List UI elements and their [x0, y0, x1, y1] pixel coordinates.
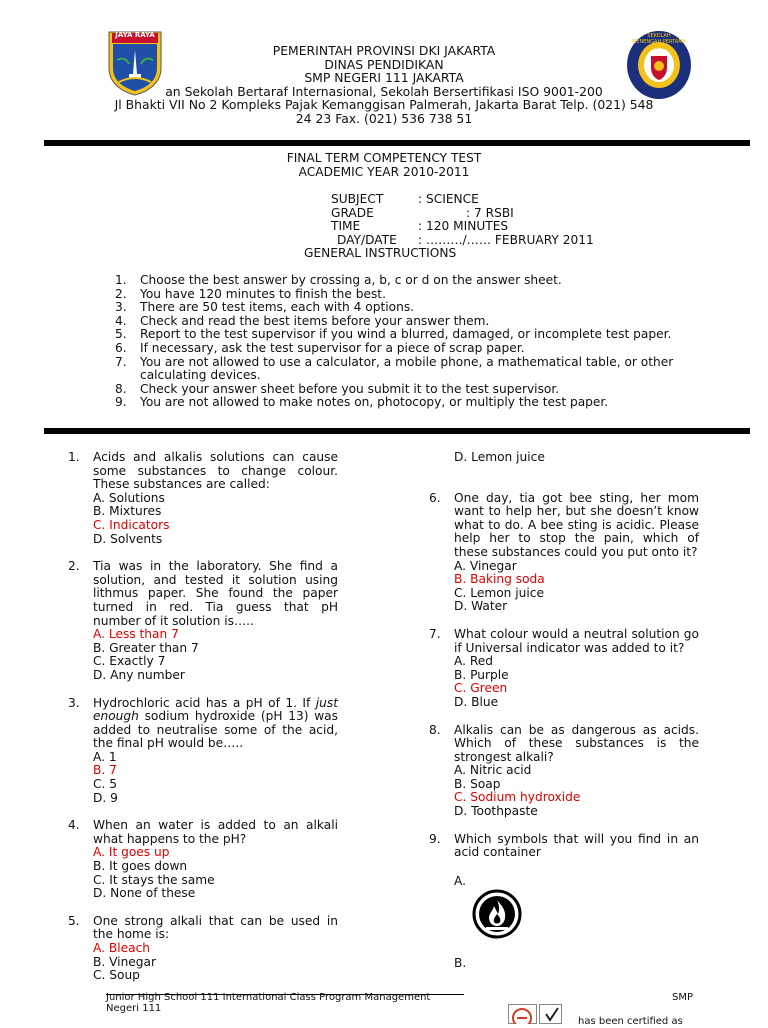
instruction-text: You are not allowed to use a calculator, a mobile phone, a mathematical table, or other calculating devices. — [140, 354, 674, 383]
answer-option: C. Soup — [93, 968, 140, 983]
footer-left-line-2: Negeri 111 — [106, 1003, 162, 1014]
answer-option-correct: C. Indicators — [93, 517, 170, 532]
school-header — [60, 44, 708, 126]
answer-option-correct: C. Sodium hydroxide — [454, 790, 581, 805]
date-value: : ………/…… FEBRUARY 2011 — [418, 232, 594, 247]
instruction-text: Report to the test supervisor if you wind a blurred, damaged, or incomplete test paper. — [140, 327, 672, 342]
test-title: FINAL TERM COMPETENCY TEST — [286, 151, 482, 165]
question-stem: When an water is added to an alkali what happens to the pH? — [93, 818, 338, 846]
question-number: 2. — [68, 559, 80, 574]
instruction-item — [115, 356, 690, 383]
instruction-number: 7. — [115, 354, 127, 369]
instruction-text: Check and read the best items before your answer them. — [140, 313, 490, 328]
question-stem: What colour would a neutral solution go if Universal indicator was added to it? — [454, 626, 699, 655]
answer-option: B. Vinegar — [93, 954, 157, 969]
instruction-item — [115, 288, 690, 302]
answer-option-correct: A. It goes up — [93, 845, 170, 860]
iso-cert-badge — [508, 1004, 568, 1024]
answer-option: B. It goes down — [93, 859, 188, 874]
question-9 — [429, 833, 699, 860]
subject-label: SUBJECT — [331, 192, 384, 206]
answer-option: D. 9 — [93, 790, 118, 805]
question-number: 4. — [68, 818, 80, 833]
question-stem: One day, tia got bee sting, her mom want to help her, but she doesn’t know what to do. A bee sting is acidic. Please help her to stop the pain, which of these substances could you put onto it? — [454, 490, 699, 559]
q9-choice-a: A. — [454, 874, 466, 888]
logo-right-text: SEKOLAH MENENGAH PERTAMA JAKARTA — [632, 33, 686, 51]
question-number: 7. — [429, 626, 441, 641]
instruction-number: 3. — [115, 300, 127, 315]
question-1 — [68, 451, 338, 546]
instruction-text: Check your answer sheet before you submit it to the test supervisor. — [140, 381, 560, 396]
instruction-item — [115, 342, 690, 356]
questions-right-column — [429, 451, 699, 860]
instruction-number: 1. — [115, 273, 127, 287]
question-number: 8. — [429, 722, 441, 737]
answer-option: C. Lemon juice — [454, 585, 544, 600]
instruction-number: 4. — [115, 313, 127, 328]
answer-option: B. Soap — [454, 776, 501, 791]
subject-value: : SCIENCE — [418, 192, 479, 206]
question-stem: Which symbols that will you find in an acid container — [454, 831, 699, 860]
time-value: : 120 MINUTES — [418, 219, 509, 234]
footer-right: SMP — [672, 992, 694, 1003]
answer-option: D. None of these — [93, 886, 196, 901]
question-stem: Acids and alkalis solutions can cause some substances to change colour. These substances are called: — [93, 450, 338, 492]
question-2 — [68, 560, 338, 682]
instruction-text: If necessary, ask the test supervisor for a piece of scrap paper. — [140, 340, 525, 355]
question-stem: Hydrochloric acid has a pH of 1. If just enough sodium hydroxide (pH 13) was added to neutralise some of the acid, the final pH would be….. — [93, 695, 338, 751]
answer-option: A. Vinegar — [454, 558, 517, 573]
question-number: 1. — [68, 450, 80, 464]
question-4 — [68, 819, 338, 901]
question-stem: One strong alkali that can be used in the home is: — [93, 913, 338, 942]
instruction-number: 9. — [115, 395, 127, 410]
instruction-item — [115, 328, 690, 342]
answer-option-correct: B. 7 — [93, 763, 117, 778]
instruction-number: 5. — [115, 327, 127, 342]
answer-option: A. 1 — [93, 749, 117, 764]
instruction-number: 2. — [115, 286, 127, 301]
header-line-4: an Sekolah Bertaraf Internasional, Sekolah Bersertifikasi ISO 9001-200 — [165, 83, 603, 99]
header-line-5: Jl Bhakti VII No 2 Kompleks Pajak Kemanggisan Palmerah, Jakarta Barat Telp. (021) 548 — [114, 97, 654, 113]
question-stem: Tia was in the laboratory. She find a solution, and tested it solution using lithmus paper. She found the paper turned in red. Tia guess that pH number of it solution is….. — [93, 559, 338, 628]
q9-choice-b: B. — [454, 956, 467, 970]
instructions-divider — [44, 428, 750, 434]
time-label: TIME — [331, 219, 361, 234]
answer-option: D. Solvents — [93, 531, 163, 546]
footer-cert-text: has been certified as — [578, 1016, 683, 1027]
question-number: 9. — [429, 831, 441, 846]
answer-option-correct: A. Bleach — [93, 941, 151, 955]
instruction-item — [115, 315, 690, 329]
date-label: DAY/DATE — [337, 232, 397, 247]
footer-left — [106, 992, 430, 1014]
header-divider — [44, 140, 750, 146]
answer-option: A. Solutions — [93, 490, 165, 505]
answer-option: D. Lemon juice — [454, 450, 545, 464]
instruction-item — [115, 383, 690, 397]
question-8 — [429, 724, 699, 819]
header-line-2: DINAS PENDIDIKAN — [324, 56, 444, 72]
logo-left-text: JAYA RAYA — [115, 31, 155, 39]
answer-option: D. Toothpaste — [454, 804, 538, 819]
instruction-text: There are 50 test items, each with 4 options. — [140, 300, 415, 315]
flammable-hazard-icon — [472, 889, 522, 939]
test-title-block — [200, 152, 568, 179]
answer-option: A. Nitric acid — [454, 763, 532, 778]
answer-option: B. Greater than 7 — [93, 640, 199, 655]
answer-option: B. Mixtures — [93, 504, 162, 519]
answer-option: C. It stays the same — [93, 872, 215, 887]
question-5 — [68, 915, 338, 983]
question-7 — [429, 628, 699, 710]
answer-option-correct: C. Green — [454, 681, 508, 696]
header-line-6: 24 23 Fax. (021) 536 738 51 — [295, 110, 473, 126]
answer-option: C. Exactly 7 — [93, 654, 166, 669]
answer-option: D. Blue — [454, 694, 499, 709]
header-line-3: SMP NEGERI 111 JAKARTA — [304, 70, 464, 86]
answer-option-correct: A. Less than 7 — [93, 627, 179, 642]
grade-label: GRADE — [331, 205, 374, 220]
answer-option: C. 5 — [93, 777, 118, 792]
footer-left-line-1: Junior High School 111 International Class Program Management — [106, 992, 431, 1003]
instruction-text: You are not allowed to make notes on, photocopy, or multiply the test paper. — [140, 395, 609, 410]
answer-option-correct: B. Baking soda — [454, 572, 545, 587]
instructions-heading: GENERAL INSTRUCTIONS — [304, 246, 457, 260]
instruction-number: 6. — [115, 340, 127, 355]
header-line-1: PEMERINTAH PROVINSI DKI JAKARTA — [272, 43, 496, 58]
academic-year: ACADEMIC YEAR 2010-2011 — [298, 164, 470, 179]
question-number: 3. — [68, 695, 80, 710]
instruction-item — [115, 301, 690, 315]
question-stem: Alkalis can be as dangerous as acids. Which of these substances is the strongest alkali? — [454, 722, 699, 764]
question-number: 6. — [429, 490, 441, 505]
question-number: 5. — [68, 913, 80, 928]
instructions-list — [115, 274, 690, 410]
instruction-text: Choose the best answer by crossing a, b, c or d on the answer sheet. — [140, 273, 562, 287]
answer-option: D. Water — [454, 599, 508, 614]
instruction-item — [115, 396, 690, 410]
instruction-item — [115, 274, 690, 288]
instruction-number: 8. — [115, 381, 127, 396]
answer-option: B. Purple — [454, 667, 509, 682]
question-6 — [429, 492, 699, 614]
questions-left-column — [68, 451, 338, 983]
question-3 — [68, 697, 338, 806]
answer-option: D. Any number — [93, 667, 185, 682]
grade-value: : 7 RSBI — [466, 205, 514, 220]
instruction-text: You have 120 minutes to finish the best. — [140, 286, 386, 301]
answer-option: A. Red — [454, 654, 494, 669]
question-5-continued — [429, 451, 699, 465]
